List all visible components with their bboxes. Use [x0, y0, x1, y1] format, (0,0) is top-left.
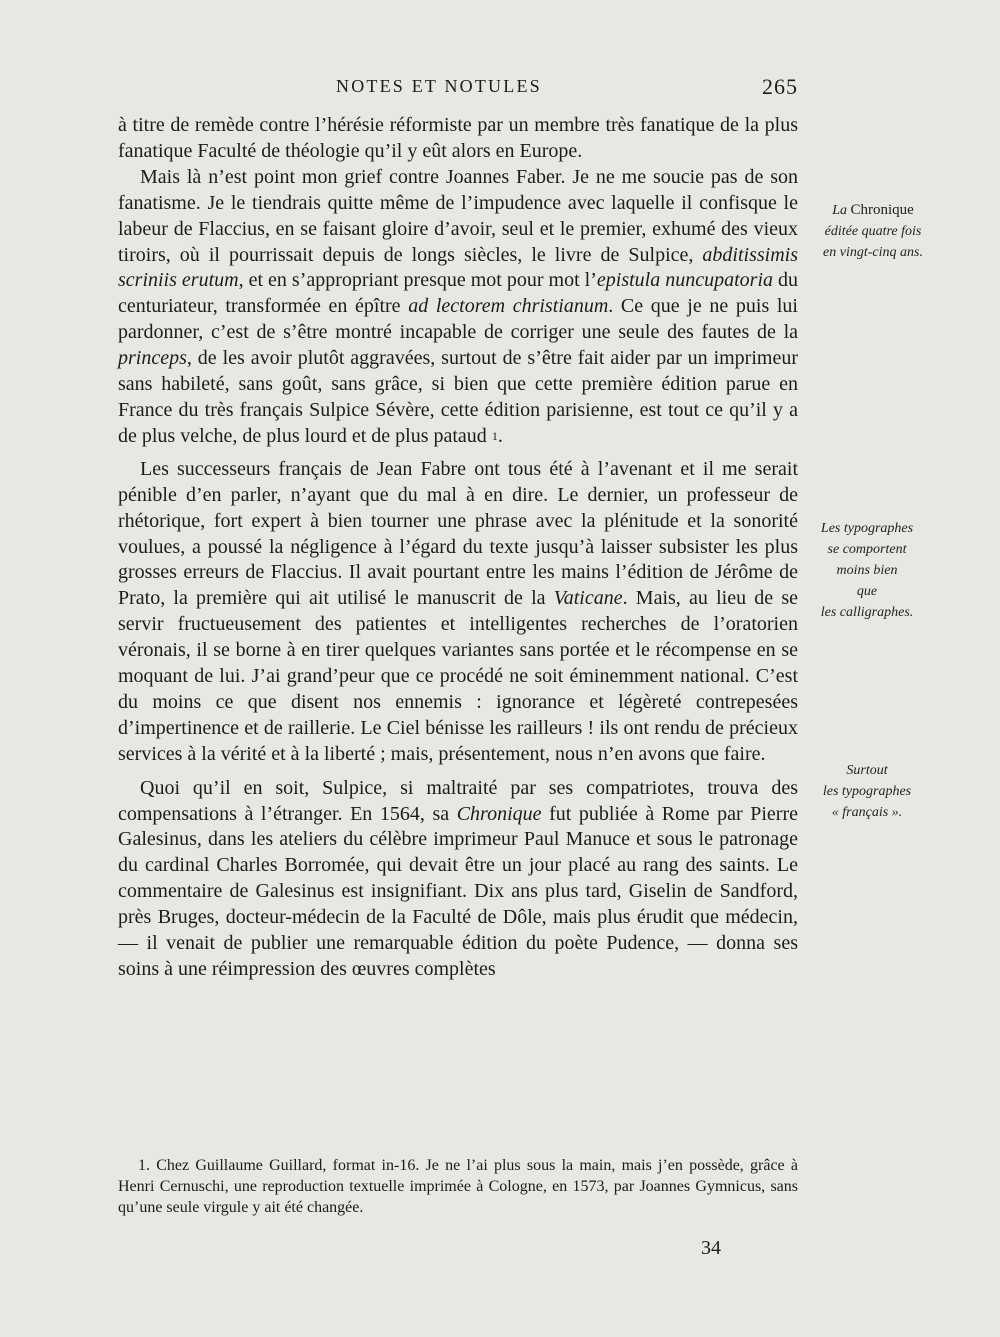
footnote-text: 1. Chez Guillaume Guillard, format in-16. Je ne l’ai plus sous la main, mais j’en possède, grâce à Henri Cernuschi, une reproduction textuelle imprimée à Cologne, en 1573, par Joannes Gymnicus, sans qu’une seule virgule y ait été changée. — [118, 1157, 798, 1216]
footnote — [118, 1155, 798, 1218]
paragraph: à titre de remède contre l’hérésie réformiste par un membre très fanatique de la plus fanatique Faculté de théologie qu’il y eût alors en Europe. — [118, 114, 798, 162]
sidenote-chronique — [808, 200, 938, 263]
footnote-marker: 1 — [491, 428, 498, 443]
sidenote-text: La Chronique éditée quatre fois en vingt-cinq ans. — [823, 202, 923, 260]
paragraph: Les successeurs français de Jean Fabre ont tous été à l’avenant et il me serait pénible d’en parler, n’ayant que du mal à en dire. Le dernier, un professeur de rhétorique, fort expert à bien tourner une phrase avec la plénitude et la sonorité voulues, a poussé la négligence à l’égard du texte jusqu’à laisser subsister les plus grosses erreurs de Flaccius. Il avait pourtant entre les mains l’édition de Jérôme de Prato, la première qui ait utilisé le manuscrit de la Vaticane. Mais, au lieu de se servir fructueusement des patientes et intelligentes recherches de l’oratorien véronais, il se borne à en tirer quelques variantes sans portée et le récompense en se moquant de lui. J’ai grand’peur que ce procédé ne soit éminemment national. C’est du moins ce que disent nos ennemis : ignorance et légèreté contrepesées d’impertinence et de raillerie. Le Ciel bénisse les railleurs ! ils ont rendu de précieux services à la vérité et à la liberté ; mais, présentement, nous n’en avons que faire. — [118, 457, 798, 765]
sidenote-text: Surtout les typographes « français ». — [822, 763, 912, 820]
paragraph: Quoi qu’il en soit, Sulpice, si maltraité par ses compatriotes, trouva des compensations à l’étranger. En 1564, sa Chronique fut publiée à Rome par Pierre Galesinus, dans les ateliers du célèbre imprimeur Paul Manuce et sous le patronage du cardinal Charles Borromée, qui devait être un jour placé au rang des saints. Le commentaire de Galesinus est insignifiant. Dix ans plus tard, Giselin de Sandford, près Bruges, docteur-médecin de la Faculté de Dôle, mais plus érudit que médecin, — il venait de publier une remarquable édition du poète Pudence, — donna ses soins à une réimpression des œuvres complètes — [118, 776, 798, 980]
sidenote-surtout — [802, 760, 932, 823]
page-number: 265 — [762, 74, 798, 99]
paragraph: Mais là n’est point mon grief contre Joannes Faber. Je ne me soucie pas de son fanatisme. Je le tiendrais quitte même de l’impudence avec laquelle il confisque le labeur de Flaccius, en se faisant gloire d’avoir, seul et le premier, exhumé des vieux tiroirs, où il pourrissait depuis de longs siècles, le livre de Sulpice, abditissimis scriniis erutum, et en s’appropriant presque mot pour mot l’epistula nuncupatoria du centuriateur, transformée en épître ad lectorem christianum. Ce que je ne puis lui pardonner, c’est de s’être montré incapable de corriger une seule des fautes de la princeps, de les avoir plutôt aggravées, surtout de s’être fait aider par un imprimeur sans habileté, sans goût, sans grâce, si bien que cette première édition parue en France du très français Sulpice Sévère, cette édition parisienne, est tout ce qu’il y a de plus velche, de plus lourd et de plus pataud $^1$. — [118, 165, 799, 447]
sidenote-text: Les typographes se comportent moins bien que les calligraphes. — [820, 521, 914, 620]
running-title: NOTES ET NOTULES — [336, 76, 542, 96]
main-text — [118, 113, 798, 983]
signature-mark: 34 — [701, 1237, 721, 1259]
sidenote-typographes — [802, 518, 932, 623]
running-header — [118, 76, 798, 104]
